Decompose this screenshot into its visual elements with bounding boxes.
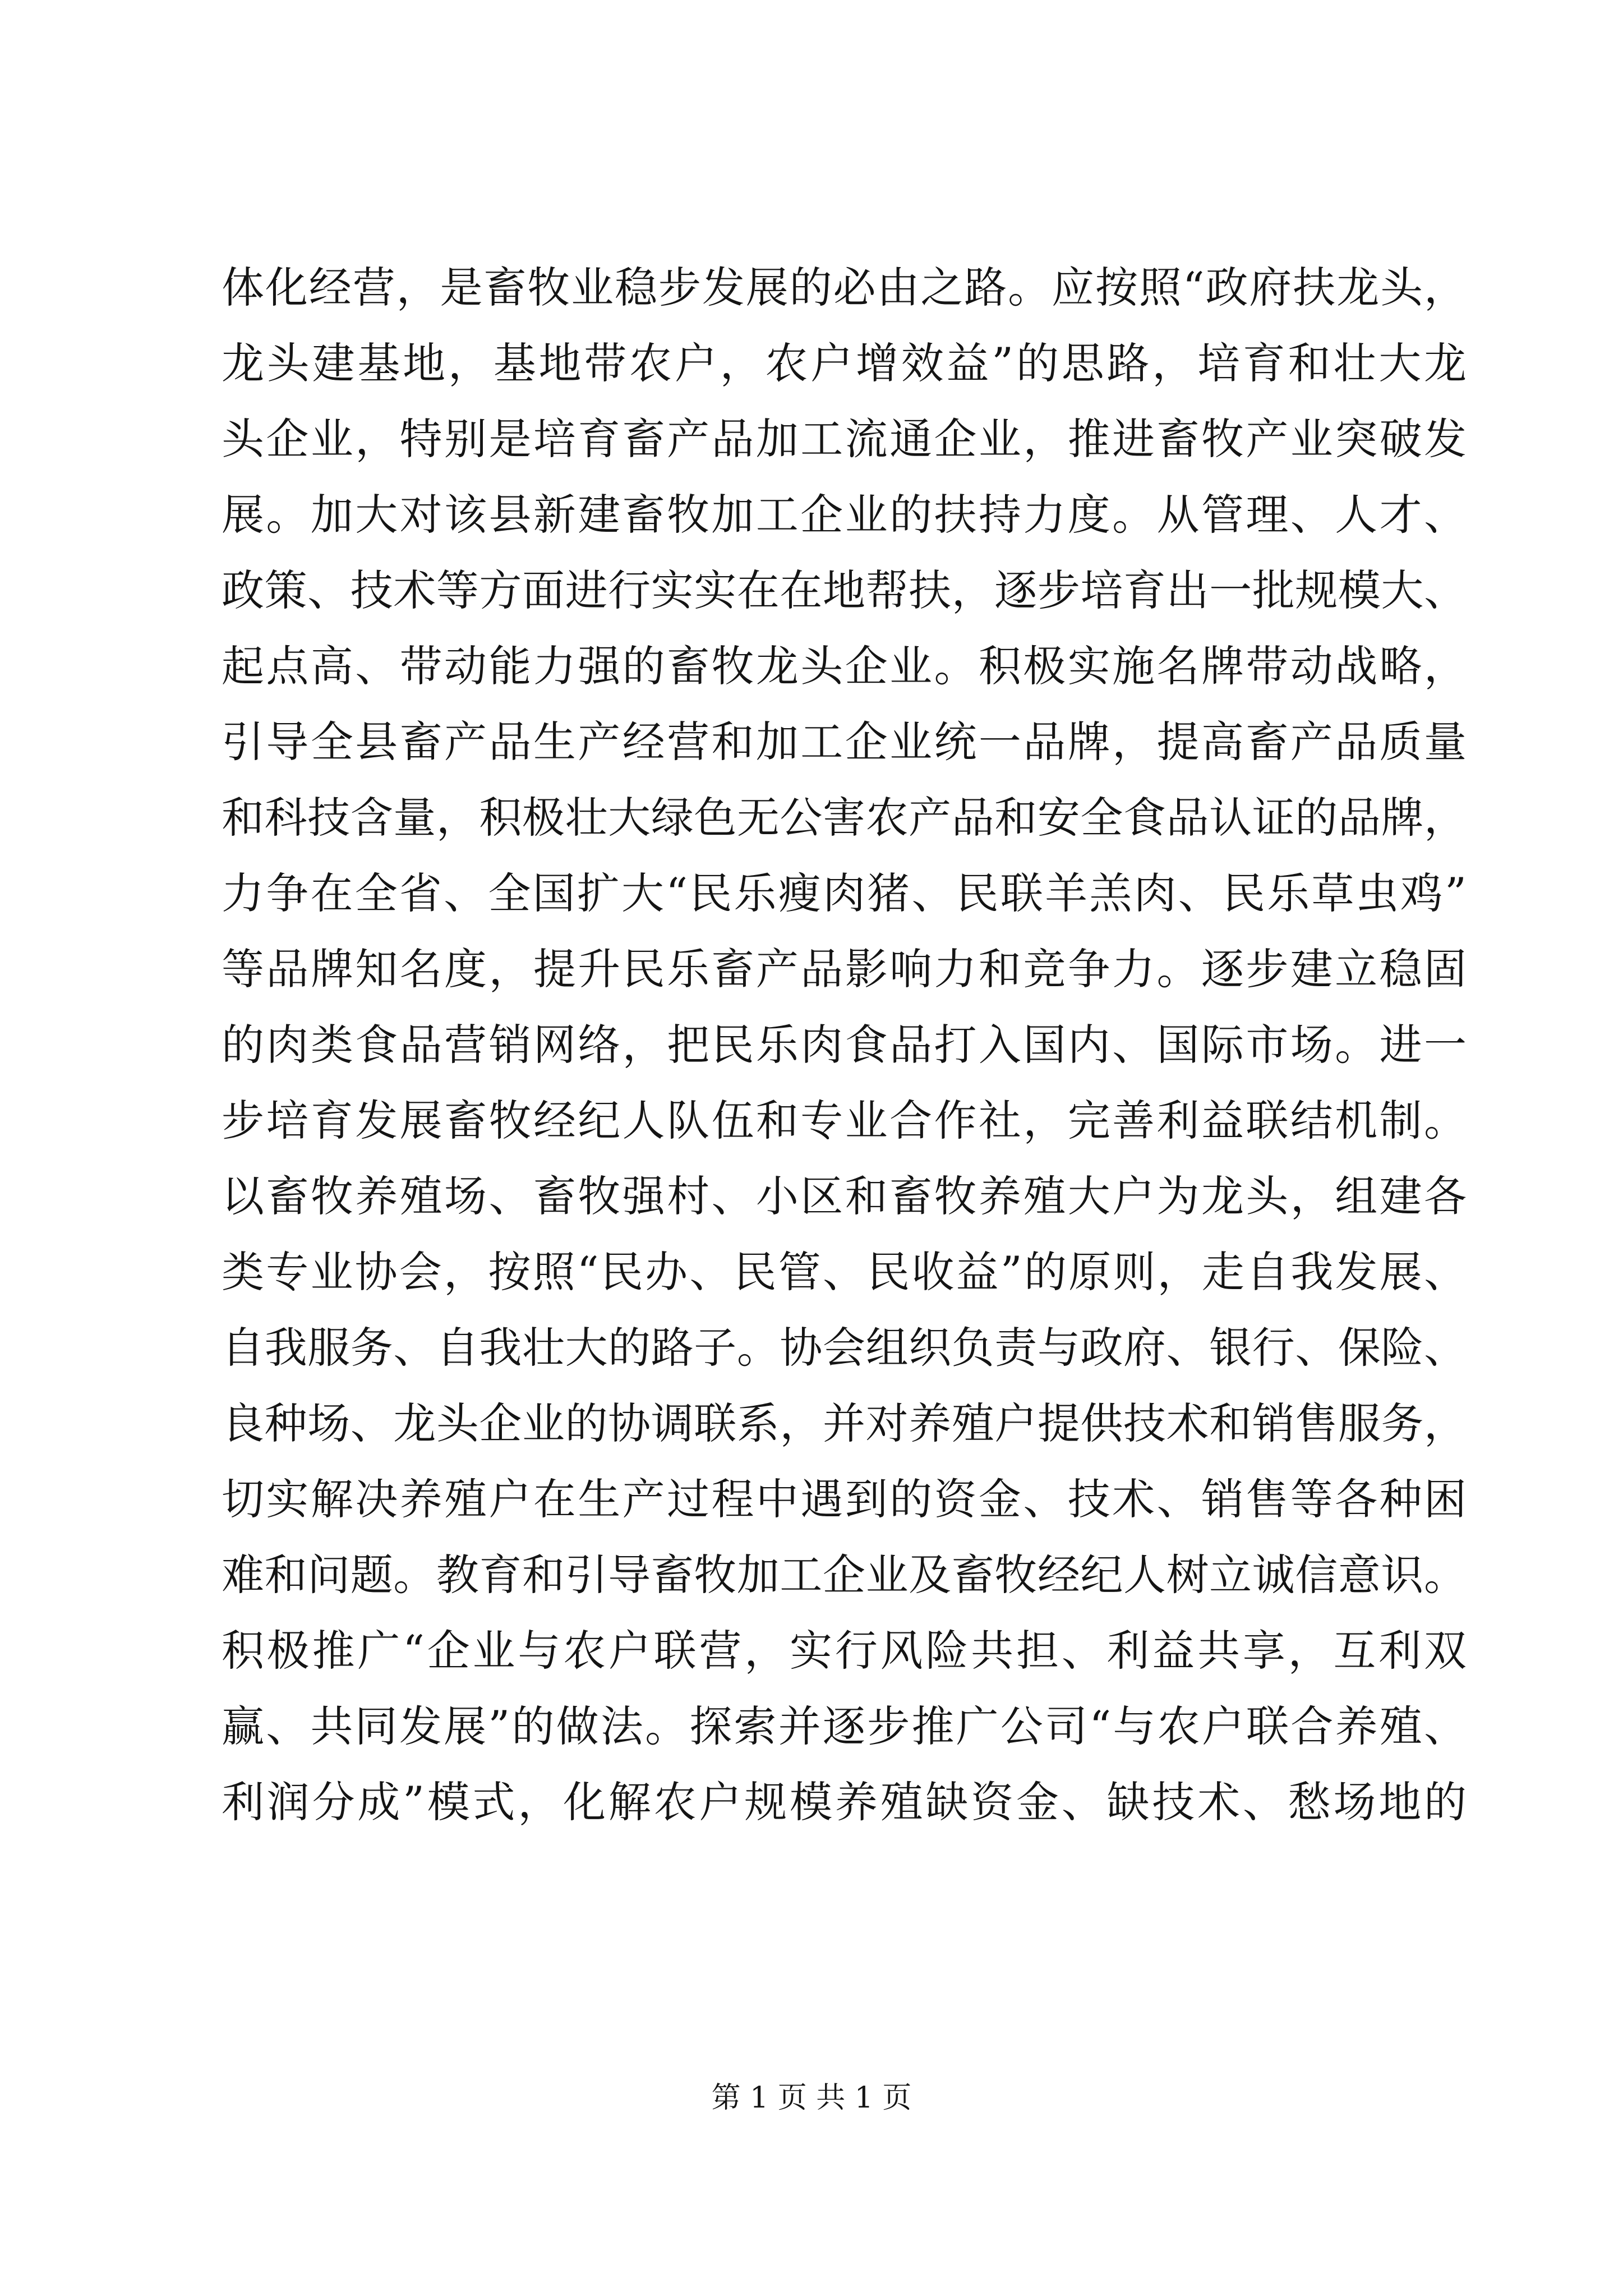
text-line-7: 引导全县畜产品生产经营和加工企业统一品牌，提高畜产品质量 <box>222 717 1467 767</box>
text-line-17: 切实解决养殖户在生产过程中遇到的资金、技术、销售等各种困 <box>222 1474 1467 1524</box>
page-footer <box>0 2078 1623 2118</box>
text-line-19: 积极推广“企业与农户联营，实行风险共担、利益共享，互利双 <box>222 1626 1467 1676</box>
text-line-5: 政策、技术等方面进行实实在在地帮扶，逐步培育出一批规模大、 <box>222 565 1467 615</box>
text-line-14: 类专业协会，按照“民办、民管、民收益”的原则，走自我发展、 <box>222 1247 1467 1297</box>
page-number-label: 第 1 页 共 1 页 <box>711 2081 912 2115</box>
text-line-4: 展。加大对该县新建畜牧加工企业的扶持力度。从管理、人才、 <box>222 490 1467 540</box>
text-line-15: 自我服务、自我壮大的路子。协会组织负责与政府、银行、保险、 <box>222 1323 1467 1373</box>
text-line-8: 和科技含量，积极壮大绿色无公害农产品和安全食品认证的品牌， <box>222 793 1467 843</box>
text-line-16: 良种场、龙头企业的协调联系，并对养殖户提供技术和销售服务， <box>222 1398 1467 1448</box>
text-line-13: 以畜牧养殖场、畜牧强村、小区和畜牧养殖大户为龙头，组建各 <box>222 1171 1467 1221</box>
text-line-1: 体化经营，是畜牧业稳步发展的必由之路。应按照“政府扶龙头， <box>222 263 1467 312</box>
text-line-9: 力争在全省、全国扩大“民乐瘦肉猪、民联羊羔肉、民乐草虫鸡” <box>222 868 1467 918</box>
text-line-21: 利润分成”模式，化解农户规模养殖缺资金、缺技术、愁场地的 <box>222 1777 1467 1827</box>
text-line-3: 头企业，特别是培育畜产品加工流通企业，推进畜牧产业突破发 <box>222 414 1467 464</box>
text-line-12: 步培育发展畜牧经纪人队伍和专业合作社，完善利益联结机制。 <box>222 1096 1467 1145</box>
body-text <box>222 250 1467 1840</box>
text-line-11: 的肉类食品营销网络，把民乐肉食品打入国内、国际市场。进一 <box>222 1020 1467 1070</box>
text-line-20: 赢、共同发展”的做法。探索并逐步推广公司“与农户联合养殖、 <box>222 1701 1467 1751</box>
text-line-2: 龙头建基地，基地带农户，农户增效益”的思路，培育和壮大龙 <box>222 338 1467 388</box>
text-line-18: 难和问题。教育和引导畜牧加工企业及畜牧经纪人树立诚信意识。 <box>222 1550 1467 1600</box>
text-line-6: 起点高、带动能力强的畜牧龙头企业。积极实施名牌带动战略， <box>222 641 1467 691</box>
text-line-10: 等品牌知名度，提升民乐畜产品影响力和竞争力。逐步建立稳固 <box>222 944 1467 994</box>
